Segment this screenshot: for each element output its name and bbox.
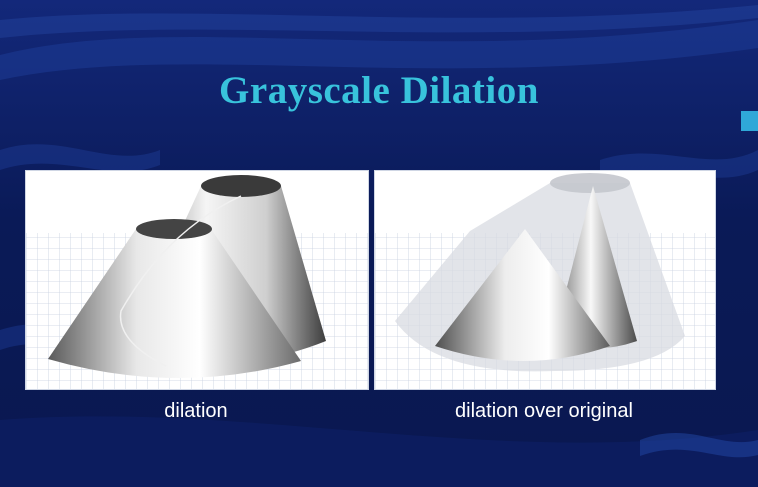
dilation-over-original-image-panel — [374, 170, 716, 390]
dilation-image-panel — [25, 170, 369, 390]
accent-tab — [741, 111, 758, 131]
dilation-over-original-caption: dilation over original — [455, 400, 633, 422]
dilation-illustration — [26, 171, 368, 389]
dilation-over-original-illustration — [375, 171, 715, 389]
dilation-caption: dilation — [164, 400, 228, 422]
slide-title: Grayscale Dilation — [219, 69, 539, 112]
